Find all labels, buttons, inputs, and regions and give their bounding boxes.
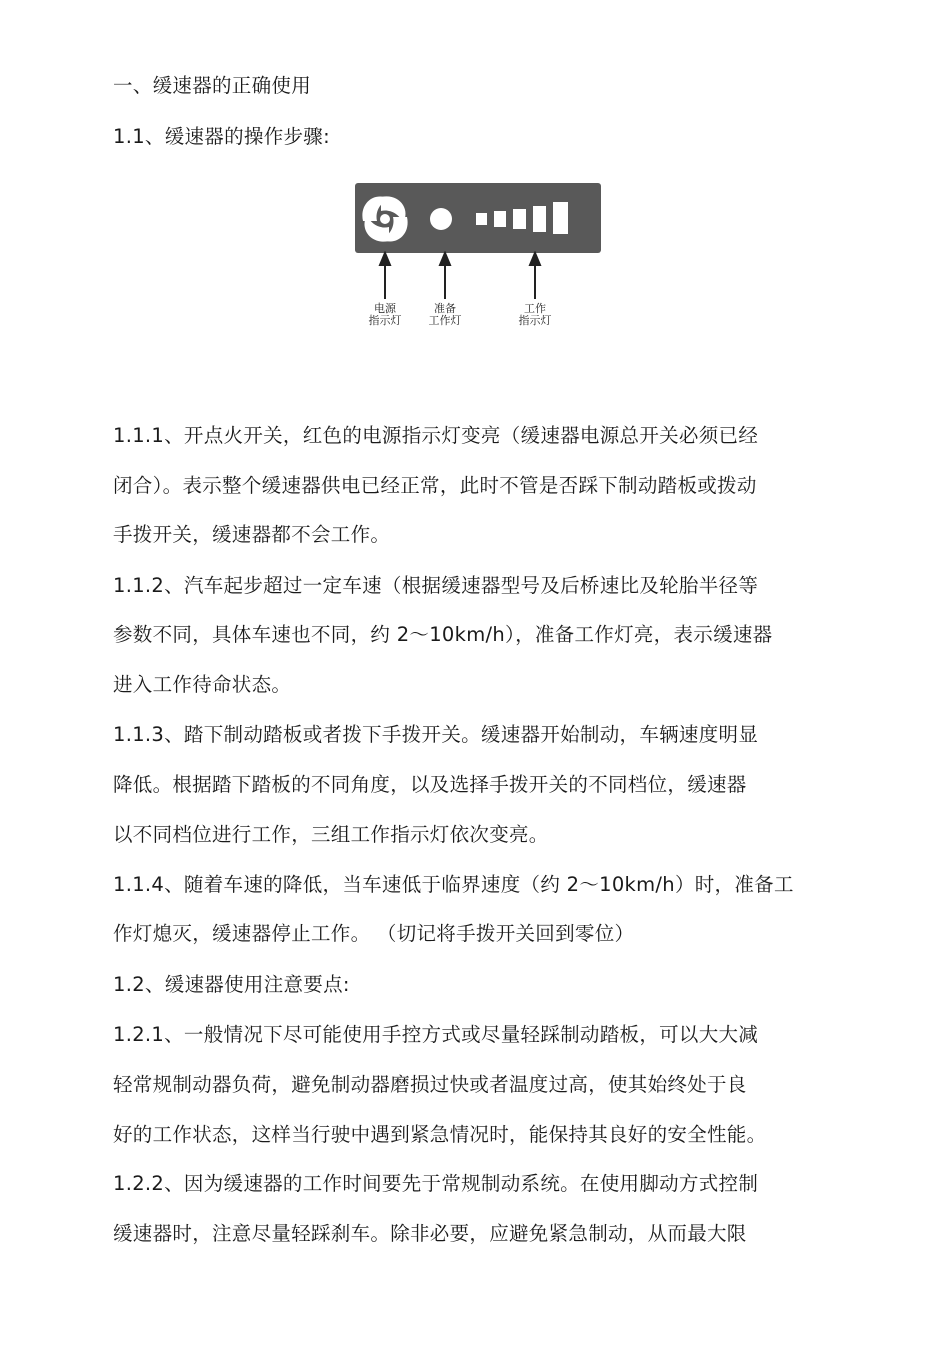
body-line: 1.1.3、踏下制动踏板或者拨下手拨开关。缓速器开始制动，车辆速度明显	[113, 723, 759, 746]
body-line: 1.1.4、随着车速的降低，当车速低于临界速度（约 2～10km/h）时，准备工	[113, 873, 794, 896]
ready-light-icon	[430, 208, 452, 230]
panel-lights	[355, 183, 601, 253]
body-line: 1.2.1、一般情况下尽可能使用手控方式或尽量轻踩制动踏板，可以大大减	[113, 1023, 759, 1046]
body-line: 缓速器时，注意尽量轻踩刹车。除非必要，应避免紧急制动，从而最大限	[113, 1222, 747, 1245]
body-line: 1.1.1、开点火开关，红色的电源指示灯变亮（缓速器电源总开关必须已经	[113, 424, 759, 447]
section-heading: 一、缓速器的正确使用	[113, 74, 312, 97]
body-line: 闭合）。表示整个缓速器供电已经正常，此时不管是否踩下制动踏板或拨动	[113, 474, 757, 497]
body-line: 轻常规制动器负荷，避免制动器磨损过快或者温度过高，使其始终处于良	[113, 1073, 747, 1096]
work-lights-icon	[476, 202, 568, 234]
pointer-arrows	[355, 251, 601, 303]
body-line: 手拨开关，缓速器都不会工作。	[113, 523, 391, 546]
power-indicator-label: 电源 指示灯	[368, 302, 402, 327]
body-line: 1.2、缓速器使用注意要点:	[113, 973, 350, 996]
body-line: 1.1.2、汽车起步超过一定车速（根据缓速器型号及后桥速比及轮胎半径等	[113, 574, 759, 597]
ready-light-label: 准备 工作灯	[428, 302, 462, 327]
body-line: 1.2.2、因为缓速器的工作时间要先于常规制动系统。在使用脚动方式控制	[113, 1172, 759, 1195]
body-line: 作灯熄灭，缓速器停止工作。 （切记将手拨开关回到零位）	[113, 922, 635, 945]
work-indicator-label: 工作 指示灯	[518, 302, 552, 327]
indicator-panel	[355, 183, 601, 253]
swirl-logo-icon	[361, 195, 409, 243]
subsection-heading: 1.1、缓速器的操作步骤:	[113, 125, 330, 148]
body-line: 参数不同，具体车速也不同，约 2～10km/h），准备工作灯亮，表示缓速器	[113, 623, 773, 646]
body-line: 以不同档位进行工作，三组工作指示灯依次变亮。	[113, 823, 549, 846]
body-line: 好的工作状态，这样当行驶中遇到紧急情况时，能保持其良好的安全性能。	[113, 1123, 767, 1146]
body-line: 降低。根据踏下踏板的不同角度，以及选择手拨开关的不同档位，缓速器	[113, 773, 747, 796]
body-line: 进入工作待命状态。	[113, 673, 292, 696]
retarder-panel-figure	[355, 183, 601, 328]
